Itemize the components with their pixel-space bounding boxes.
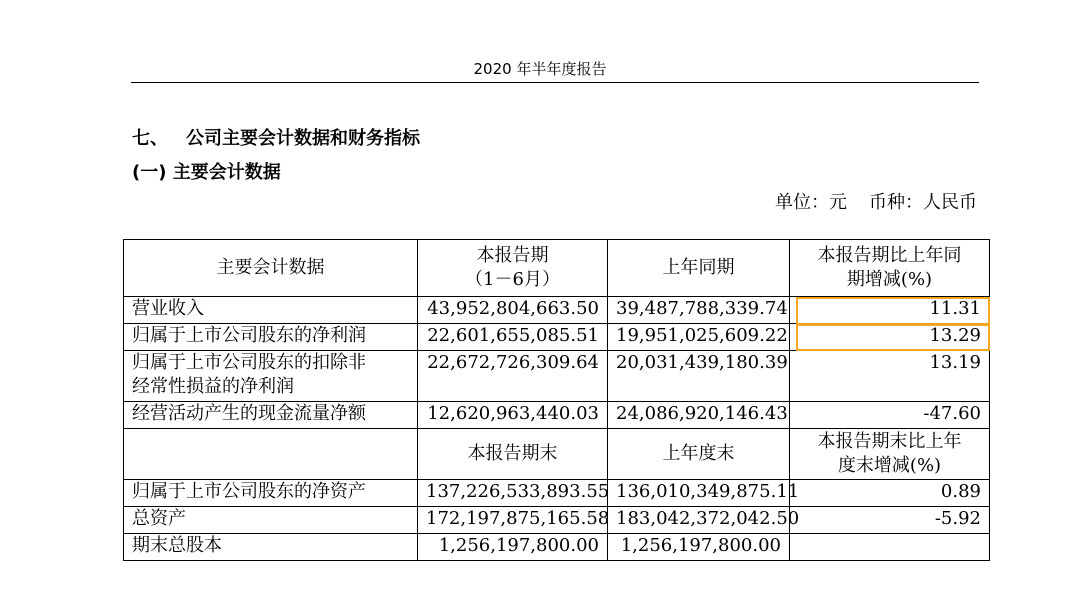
row-change: -47.60 [790, 402, 990, 429]
unit-label: 单位：元 [775, 192, 847, 213]
row-current: 172,197,875,165.58 [418, 507, 608, 534]
row-prior: 39,487,788,339.74 [608, 297, 790, 324]
row-label: 营业收入 [124, 297, 418, 324]
subsection-title: (一) 主要会计数据 [132, 162, 281, 183]
header-current-line1: 本报告期 [476, 245, 549, 266]
subheader-cell-empty [124, 429, 418, 480]
unit-line [775, 188, 977, 214]
header-change-line1: 本报告期比上年同 [817, 245, 962, 266]
row-current: 43,952,804,663.50 [418, 297, 608, 324]
row-prior: 183,042,372,042.50 [608, 507, 790, 534]
row-label: 总资产 [124, 507, 418, 534]
row-label [124, 351, 418, 402]
row-current: 22,672,726,309.64 [418, 351, 608, 402]
report-header-title: 2020 年半年度报告 [473, 60, 607, 78]
subheader-change-line1: 本报告期末比上年 [817, 431, 962, 452]
section-number: 七、 [132, 128, 168, 149]
accounting-data-table [123, 239, 990, 561]
row-change: 11.31 [790, 297, 990, 324]
row-prior: 19,951,025,609.22 [608, 324, 790, 351]
table-row [124, 351, 990, 402]
subheader-cell-prior: 上年度末 [608, 429, 790, 480]
table-row [124, 324, 990, 351]
subheader-change-line2: 度末增减(%) [837, 455, 942, 476]
header-cell-current [418, 240, 608, 297]
row-label-line2: 经常性损益的净利润 [132, 376, 294, 397]
table-row [124, 507, 990, 534]
header-current-line2: （1－6月） [465, 269, 560, 290]
header-cell-item: 主要会计数据 [124, 240, 418, 297]
row-change: 13.29 [790, 324, 990, 351]
header-cell-change [790, 240, 990, 297]
row-label: 归属于上市公司股东的净资产 [124, 480, 418, 507]
row-current: 22,601,655,085.51 [418, 324, 608, 351]
row-prior: 20,031,439,180.39 [608, 351, 790, 402]
row-current: 137,226,533,893.55 [418, 480, 608, 507]
row-current: 12,620,963,440.03 [418, 402, 608, 429]
row-prior: 24,086,920,146.43 [608, 402, 790, 429]
table-header-row [124, 240, 990, 297]
row-label-line1: 归属于上市公司股东的扣除非 [132, 352, 366, 373]
row-prior: 136,010,349,875.11 [608, 480, 790, 507]
header-cell-prior: 上年同期 [608, 240, 790, 297]
section-title-text: 公司主要会计数据和财务指标 [186, 128, 420, 149]
row-label: 经营活动产生的现金流量净额 [124, 402, 418, 429]
currency-label: 币种：人民币 [869, 192, 977, 213]
section-title [132, 124, 420, 150]
row-prior: 1,256,197,800.00 [608, 534, 790, 561]
header-rule [131, 82, 979, 83]
row-label: 归属于上市公司股东的净利润 [124, 324, 418, 351]
row-current: 1,256,197,800.00 [418, 534, 608, 561]
table-row [124, 480, 990, 507]
table-row [124, 402, 990, 429]
table-subheader-row [124, 429, 990, 480]
row-label: 期末总股本 [124, 534, 418, 561]
table-row [124, 297, 990, 324]
header-change-line2: 期增减(%) [846, 269, 933, 290]
row-change: -5.92 [790, 507, 990, 534]
row-change [790, 534, 990, 561]
row-change: 0.89 [790, 480, 990, 507]
row-change: 13.19 [790, 351, 990, 402]
subheader-cell-current: 本报告期末 [418, 429, 608, 480]
table-row [124, 534, 990, 561]
subheader-cell-change [790, 429, 990, 480]
